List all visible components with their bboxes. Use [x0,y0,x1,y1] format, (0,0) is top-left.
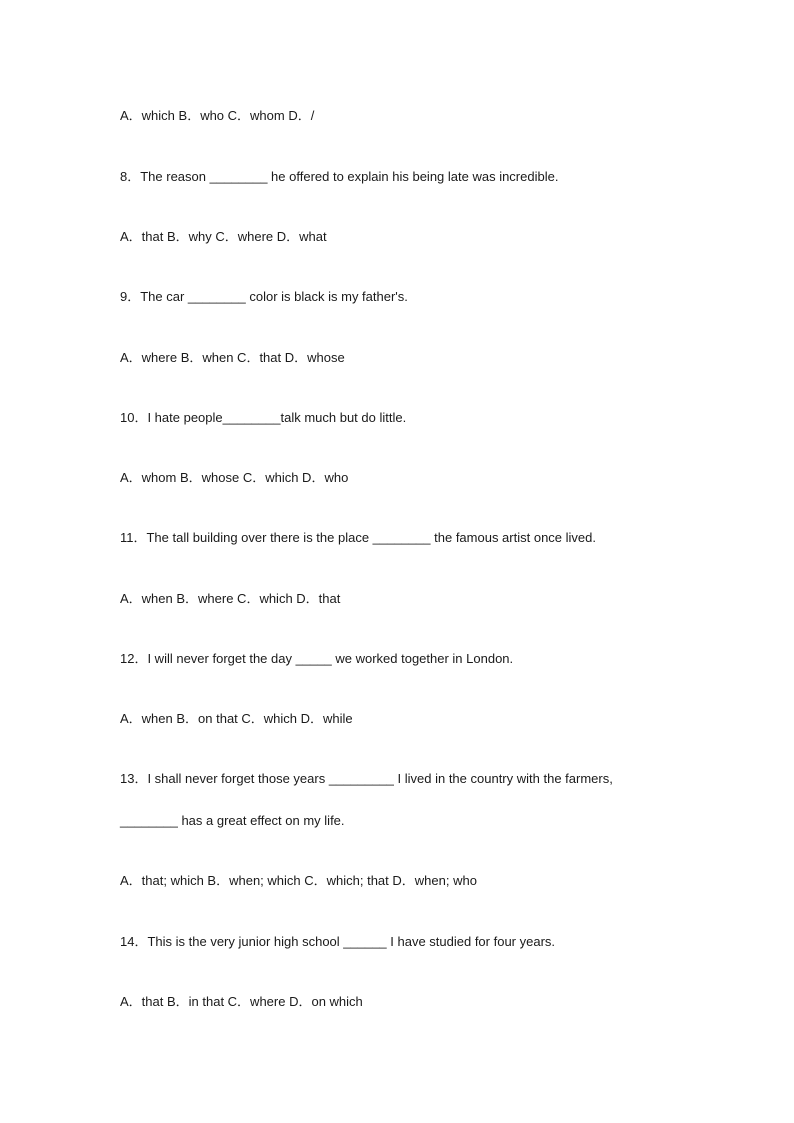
q8-question: 8．The reason ________ he offered to explain his being late was incredible. [120,169,559,184]
q10-options: A．whom B．whose C．which D．who [120,470,349,485]
q14-question: 14．This is the very junior high school ______ I have studied for four years. [120,934,556,949]
q11-question: 11．The tall building over there is the place ________ the famous artist once lived. [120,530,596,545]
q8-options: A．that B．why C．where D．what [120,229,327,244]
q12-question: 12．I will never forget the day _____ we worked together in London. [120,651,514,666]
q12-options: A．when B．on that C．which D．while [120,711,353,726]
q13-question-continued: ________ has a great effect on my life. [120,813,345,828]
q11-options: A．when B．where C．which D．that [120,591,341,606]
q13-question: 13．I shall never forget those years _________ I lived in the country with the farmers, [120,771,613,786]
q10-question: 10．I hate people________talk much but do little. [120,410,407,425]
q9-question: 9．The car ________ color is black is my father's. [120,289,408,304]
q7-options: A．which B．who C．whom D．/ [120,108,315,123]
q14-options: A．that B．in that C．where D．on which [120,994,363,1009]
q13-options: A．that; which B．when; which C．which; that D．when; who [120,873,477,888]
q9-options: A．where B．when C．that D．whose [120,350,345,365]
